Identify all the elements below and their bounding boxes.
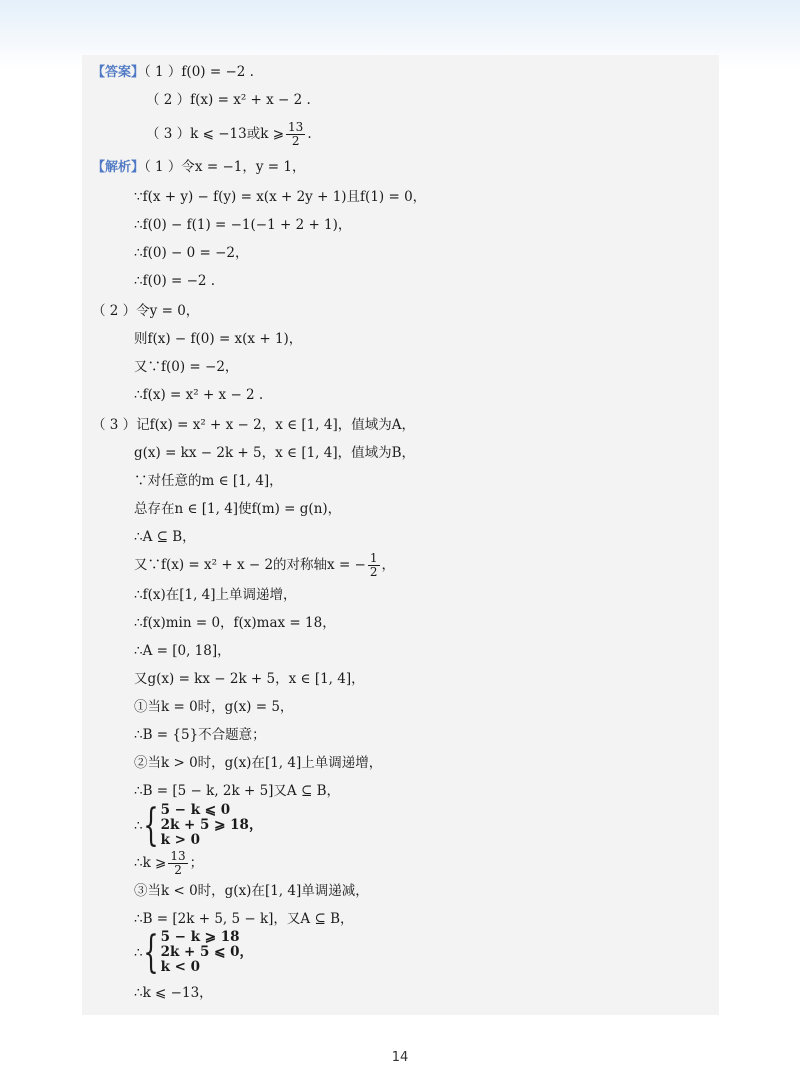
analysis-line: ∴B = {5}不合题意；	[134, 727, 266, 743]
page-number: 14	[391, 1050, 409, 1065]
answer-fraction: $\frac{13}{2}$	[288, 119, 304, 148]
axis-line: 又∵f(x) = x² + x − 2的对称轴x = − $\frac{1}{2}$ ，	[134, 550, 396, 579]
analysis-line: ∵对任意的m ∈ [1, 4]，	[134, 473, 283, 489]
analysis-line: ∴A ⊆ B，	[134, 529, 196, 545]
analysis-line: ∴B = [2k + 5, 5 − k]，又A ⊆ B，	[134, 911, 354, 927]
axis-fraction: $\frac{1}{2}$	[369, 550, 378, 579]
analysis-line: ∴B = [5 − k, 2k + 5]又A ⊆ B，	[134, 783, 341, 799]
analysis-line: ∴f(0) − f(1) = −1(−1 + 2 + 1)，	[134, 217, 352, 233]
inequality-system-1: ∴ { 5 − k ⩽ 0 2k + 5 ⩾ 18， k > 0	[134, 799, 263, 851]
answer-line-2: （ 2 ）f(x) = x² + x − 2 .	[146, 92, 311, 108]
analysis-line: g(x) = kx − 2k + 5，x ∈ [1, 4]，值域为B，	[134, 445, 416, 461]
analysis-line-1: 【解析】（ 1 ）令x = −1，y = 1，	[92, 159, 306, 175]
analysis-line: ∴f(x)在[1, 4]上单调递增，	[134, 587, 297, 603]
analysis-line: ∵f(x + y) − f(y) = x(x + 2y + 1)且f(1) = 0，	[134, 189, 427, 205]
analysis-line: ∴f(x)min = 0，f(x)max = 18，	[134, 615, 336, 631]
brace-icon: {	[142, 926, 159, 978]
k-fraction: $\frac{13}{2}$	[170, 848, 186, 877]
analysis-line: ②当k > 0时，g(x)在[1, 4]上单调递增，	[134, 755, 383, 771]
analysis-line: ∴f(0) − 0 = −2，	[134, 245, 249, 261]
answer-line-3: （ 3 ）k ⩽ −13或k ⩾ $\frac{13}{2}$ .	[146, 119, 312, 148]
analysis-line: 又∵f(0) = −2，	[134, 359, 239, 375]
analysis-line: ①当k = 0时，g(x) = 5，	[134, 699, 294, 715]
analysis-line: 总存在n ∈ [1, 4]使f(m) = g(n)，	[134, 501, 342, 517]
answer-line-1: 【答案】（ 1 ）f(0) = −2 .	[92, 64, 254, 80]
analysis-line: （ 3 ）记f(x) = x² + x − 2，x ∈ [1, 4]，值域为A，	[92, 417, 415, 433]
analysis-tag: 【解析】	[92, 160, 145, 175]
analysis-line: 则f(x) − f(0) = x(x + 1)，	[134, 331, 303, 347]
k-result-line: ∴k ⩾ $\frac{13}{2}$ ；	[134, 848, 204, 877]
brace-icon: {	[142, 799, 159, 851]
analysis-line: ③当k < 0时，g(x)在[1, 4]单调递减，	[134, 883, 369, 899]
analysis-line: ∴f(0) = −2 .	[134, 273, 216, 289]
analysis-line: ∴A = [0, 18]，	[134, 643, 231, 659]
analysis-line: ∴f(x) = x² + x − 2 .	[134, 387, 264, 403]
analysis-line: 又g(x) = kx − 2k + 5，x ∈ [1, 4]，	[134, 671, 365, 687]
analysis-line: （ 2 ）令y = 0，	[92, 303, 200, 319]
answer-tag: 【答案】	[92, 65, 145, 80]
analysis-last-line: ∴k ⩽ −13，	[134, 985, 213, 1001]
inequality-system-2: ∴ { 5 − k ⩾ 18 2k + 5 ⩽ 0， k < 0	[134, 926, 254, 978]
